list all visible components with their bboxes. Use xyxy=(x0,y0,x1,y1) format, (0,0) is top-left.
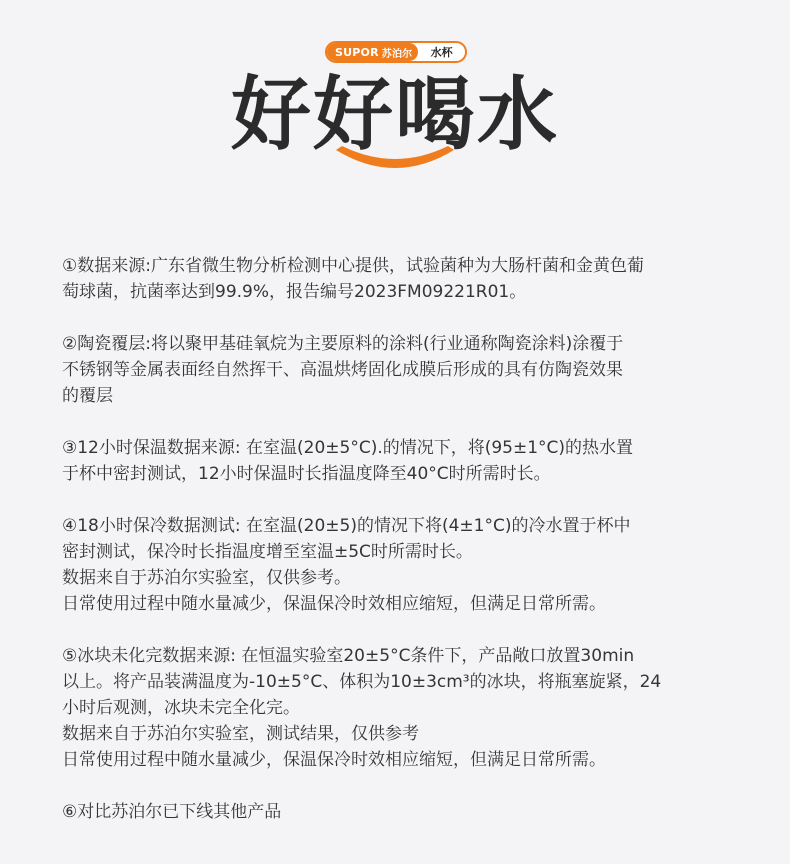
smile-underline-icon xyxy=(330,142,460,178)
footnote-line: 于杯中密封测试，12小时保温时长指温度降至40°C时所需时长。 xyxy=(62,464,551,484)
footnote-1 xyxy=(62,253,762,305)
brand-name-cn: 苏泊尔 xyxy=(381,48,413,60)
footnote-line: 数据来自于苏泊尔实验室，仅供参考。 xyxy=(62,568,351,588)
footnote-line: 小时后观测，冰块未完全化完。 xyxy=(62,698,300,718)
footnote-5 xyxy=(62,643,762,773)
footnote-3 xyxy=(62,435,762,487)
footnote-line: 以上。将产品装满温度为-10±5°C、体积为10±3cm³的冰块，将瓶塞旋紧，24 xyxy=(62,672,662,692)
footnote-line: 不锈钢等金属表面经自然挥干、高温烘烤固化成膜后形成的具有仿陶瓷效果 xyxy=(62,360,623,380)
brand-logo xyxy=(327,43,418,61)
product-category: 水杯 xyxy=(430,46,453,59)
footnotes xyxy=(62,253,762,851)
brand-name-en: SUPOR xyxy=(335,45,379,59)
footnote-2 xyxy=(62,331,762,409)
footnote-line: 数据来自于苏泊尔实验室，测试结果，仅供参考 xyxy=(62,724,419,744)
footnote-line: ⑥对比苏泊尔已下线其他产品 xyxy=(62,802,282,822)
footnote-line: ⑤冰块未化完数据来源: 在恒温实验室20±5°C条件下，产品敞口放置30min xyxy=(62,646,635,666)
footnote-line: 萄球菌，抗菌率达到99.9%，报告编号2023FM09221R01。 xyxy=(62,282,527,302)
footnote-line: 日常使用过程中随水量减少，保温保冷时效相应缩短，但满足日常所需。 xyxy=(62,750,606,770)
footnote-line: ①数据来源:广东省微生物分析检测中心提供，试验菌种为大肠杆菌和金黄色葡 xyxy=(62,256,644,276)
footnote-6 xyxy=(62,799,762,825)
footnote-line: ③12小时保温数据来源: 在室温(20±5°C).的情况下，将(95±1°C)的热水置 xyxy=(62,438,634,458)
footnote-line: ④18小时保冷数据测试: 在室温(20±5)的情况下将(4±1°C)的冷水置于杯中 xyxy=(62,516,631,536)
footnote-line: 密封测试，保冷时长指温度增至室温±5C时所需时长。 xyxy=(62,542,473,562)
footnote-line: 的覆层 xyxy=(62,386,113,406)
footnote-line: 日常使用过程中随水量减少，保温保冷时效相应缩短，但满足日常所需。 xyxy=(62,594,606,614)
footnote-line: ②陶瓷覆层:将以聚甲基硅氧烷为主要原料的涂料(行业通称陶瓷涂料)涂覆于 xyxy=(62,334,624,354)
page-title: 好好喝水 xyxy=(231,68,559,161)
footnote-4 xyxy=(62,513,762,617)
